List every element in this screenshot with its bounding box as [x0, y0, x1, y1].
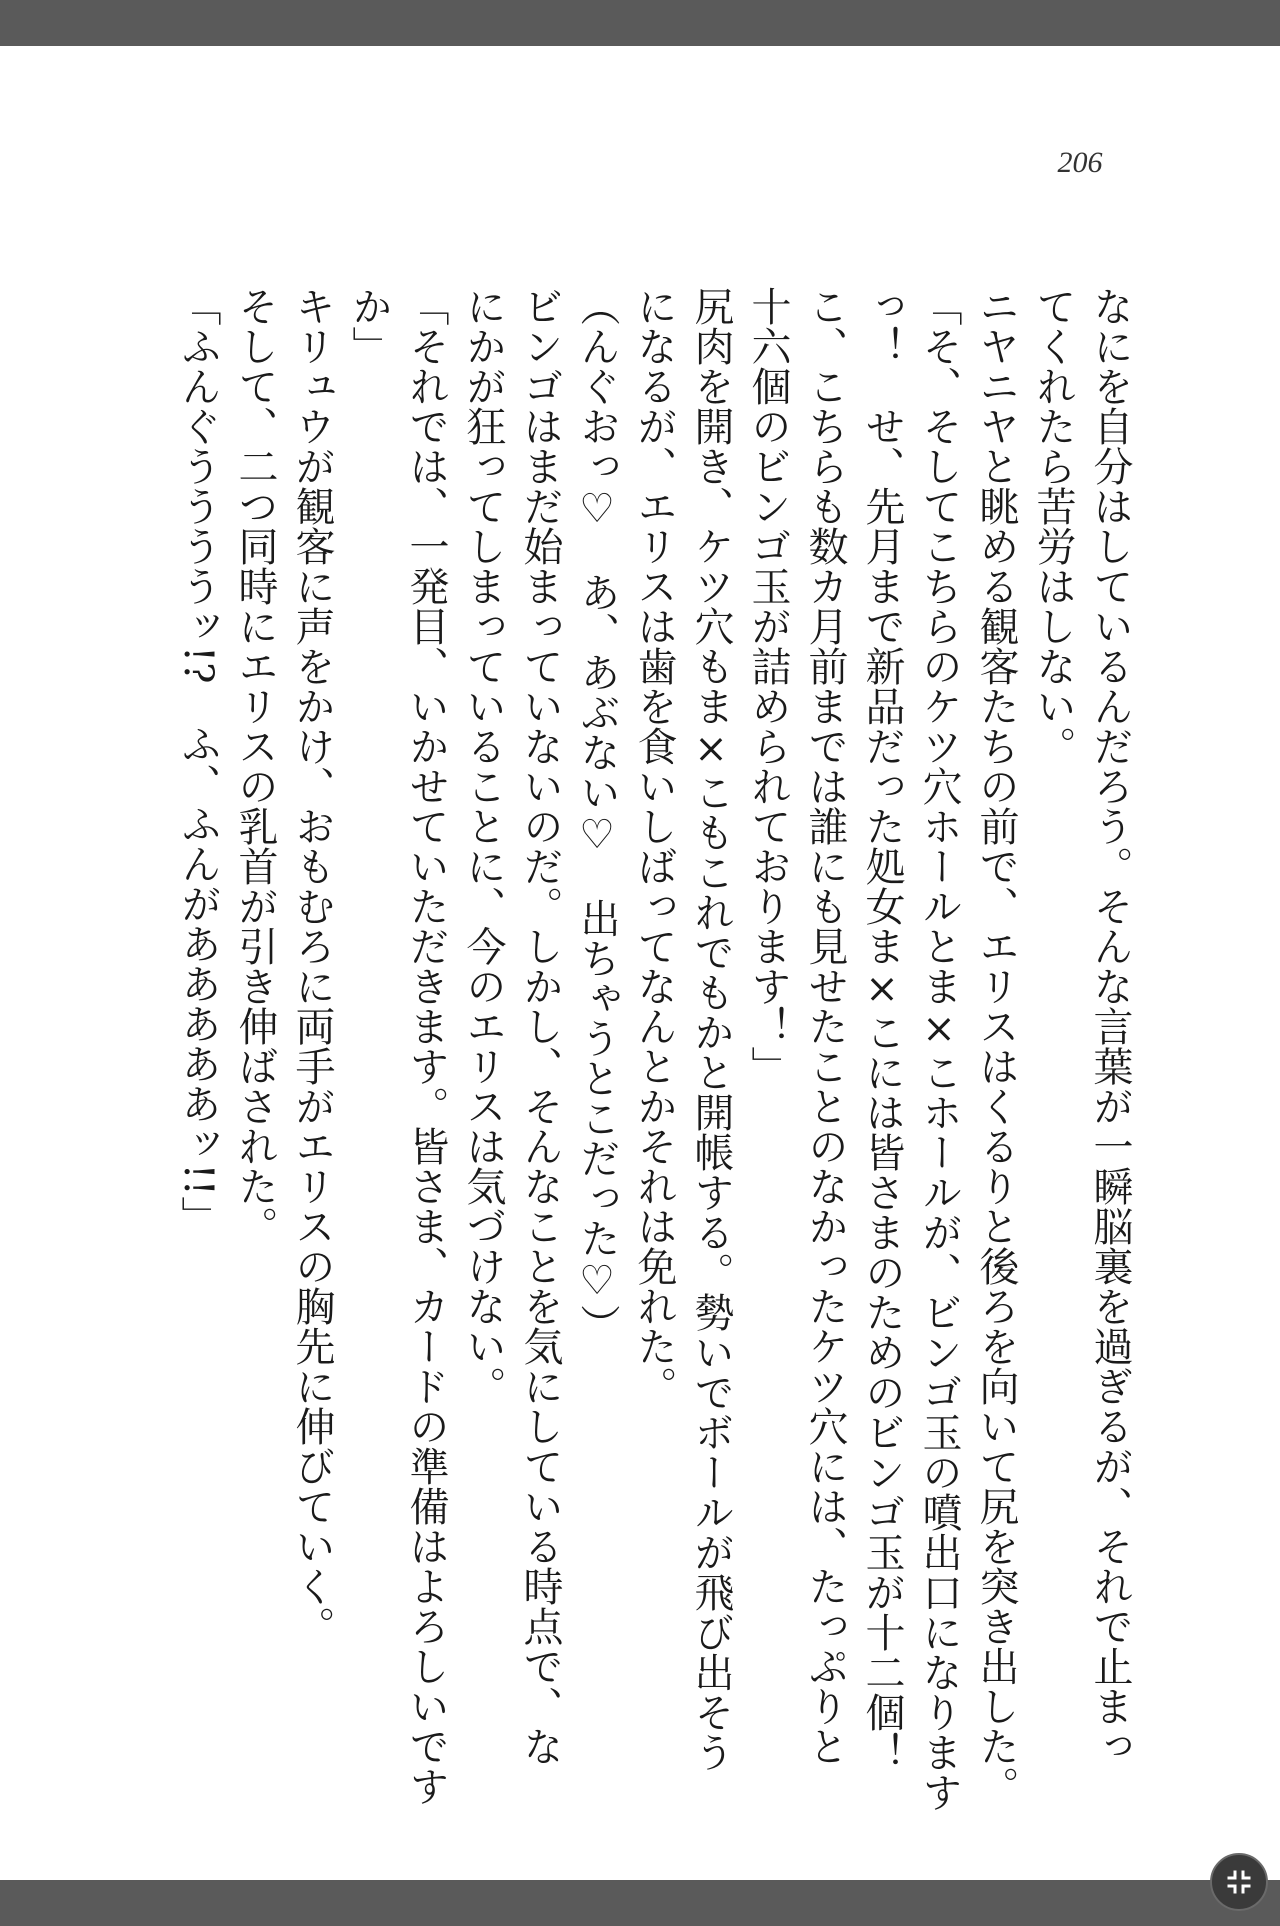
text-line: か」 — [346, 286, 392, 366]
text-line: ニヤニヤと眺める観客たちの前で、エリスはくるりと後ろを向いて尻を突き出した。 — [973, 286, 1019, 1806]
top-toolbar — [0, 0, 1280, 46]
text-line: にかが狂ってしまっていることに、今のエリスは気づけない。 — [460, 286, 506, 1406]
text-line: 「そ、そしてこちらのケツ穴ホールとま×こホールが、ビンゴ玉の噴出口になります — [916, 286, 962, 1812]
exit-fullscreen-icon — [1224, 1867, 1254, 1897]
text-line: 尻肉を開き、ケツ穴もま×こもこれでもかと開帳する。勢いでボールが飛び出そう — [688, 286, 734, 1772]
text-line: そして、二つ同時にエリスの乳首が引き伸ばされた。 — [232, 286, 278, 1246]
book-page — [0, 46, 1280, 1880]
text-line: 「ふんぐううううッ!? ふ、ふんがあああああッ!!」 — [175, 286, 221, 1236]
text-line: 「それでは、一発目、いかせていただきます。皆さま、カードの準備はよろしいです — [403, 286, 449, 1806]
text-line: なにを自分はしているんだろう。そんな言葉が一瞬脳裏を過ぎるが、それで止まっ — [1087, 286, 1133, 1766]
text-line: キリュウが観客に声をかけ、おもむろに両手がエリスの胸先に伸びていく。 — [289, 286, 335, 1646]
page-number: 206 — [1057, 146, 1103, 179]
text-line: ビンゴはまだ始まっていないのだ。しかし、そんなことを気にしている時点で、な — [517, 286, 563, 1766]
exit-fullscreen-button[interactable] — [1210, 1853, 1268, 1911]
vertical-text-body — [169, 286, 1138, 1812]
text-line: 十六個のビンゴ玉が詰められております！」 — [745, 286, 791, 1086]
text-line: （んぐおっ♡ あ、あぶない♡ 出ちゃうとこだった♡） — [574, 286, 620, 1344]
text-line: っ！ せ、先月まで新品だった処女ま×こには皆さまのためのビンゴ玉が十二個！ — [859, 286, 905, 1772]
text-line: になるが、エリスは歯を食いしばってなんとかそれは免れた。 — [631, 286, 677, 1406]
text-line: てくれたら苦労はしない。 — [1030, 286, 1076, 766]
bottom-toolbar — [0, 1880, 1280, 1926]
text-line: こ、こちらも数カ月前までは誰にも見せたことのなかったケツ穴には、たっぷりと — [802, 286, 848, 1766]
